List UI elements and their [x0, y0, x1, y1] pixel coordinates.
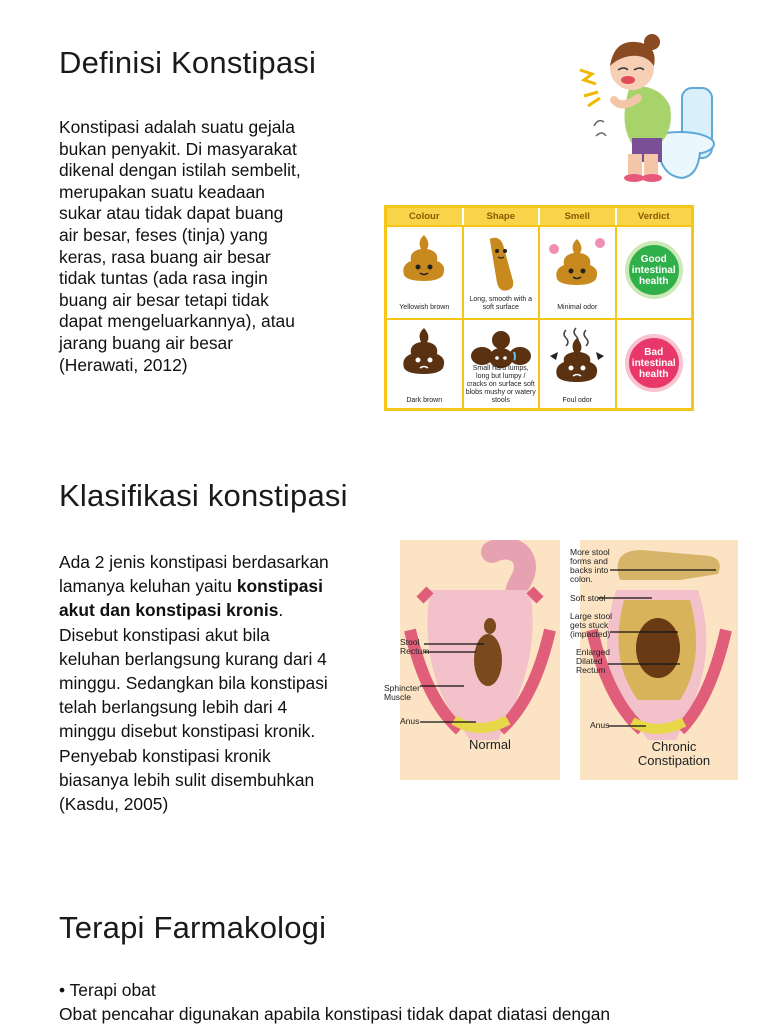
caption-colour-good: Yellowish brown [399, 304, 450, 311]
lumpy-stool-icon [468, 326, 534, 370]
cell-smell-bad [538, 320, 615, 411]
caption-smell-bad: Foul odor [562, 397, 593, 404]
slide-definisi [0, 0, 768, 430]
cell-colour-good [387, 227, 462, 318]
cell-shape-bad [462, 320, 539, 411]
label-chronic-constipation: Chronic Constipation [637, 739, 711, 768]
therapy-paragraph: Obat pencahar digunakan apabila konstipasi tidak dapat diatasi dengan [59, 1004, 611, 1024]
cell-verdict-good [615, 227, 692, 318]
chart-row-good [387, 225, 691, 318]
bullet-text: Terapi obat [69, 980, 156, 1000]
label-large-stool: Large stool gets stuck (impacted) [570, 611, 613, 639]
label-soft-stool: Soft stool [570, 593, 606, 603]
label-anus-left: Anus [400, 716, 420, 726]
header-colour: Colour [408, 211, 440, 222]
cell-verdict-bad [615, 320, 692, 411]
yellow-stool-icon [399, 233, 449, 285]
rectum-anatomy-diagram [380, 540, 740, 780]
cell-colour-bad [387, 320, 462, 411]
caption-shape-bad: Small hard lumps, long but lumpy / cracks on surface soft blobs mushy or watery stools [465, 365, 536, 404]
caption-colour-bad: Dark brown [406, 397, 443, 404]
slide-title: Definisi Konstipasi [59, 45, 317, 80]
bullet-item [59, 980, 156, 1001]
smiling-stool-flowers-icon [544, 233, 610, 289]
classification-paragraph [59, 550, 379, 816]
slide-klasifikasi [0, 440, 768, 860]
caption-shape-good: Long, smooth with a soft surface [469, 296, 533, 311]
bullet-dot: • [59, 980, 70, 1000]
verdict-bad-badge: Bad intestinal health [625, 334, 683, 392]
constipation-cartoon-image [570, 26, 720, 186]
label-normal: Normal [469, 737, 511, 752]
smelly-stool-icon [544, 326, 610, 384]
stool-health-chart [384, 205, 694, 411]
chart-row-bad [387, 318, 691, 411]
label-stool-rectum: Stool Rectum [400, 637, 430, 656]
long-stool-icon [481, 233, 521, 293]
header-shape: Shape [462, 208, 539, 225]
slide-title: Klasifikasi konstipasi [59, 478, 348, 513]
caption-smell-good: Minimal odor [557, 304, 598, 311]
cell-shape-good [462, 227, 539, 318]
cell-smell-good [538, 227, 615, 318]
definition-paragraph: Konstipasi adalah suatu gejala bukan penyakit. Di masyarakat dikenal dengan istilah sembelit, merupakan suatu keadaan sukar atau tidak dapat buang air besar, feses (tinja) yang keras, rasa buang air besar tidak tuntas (ada rasa ingin buang air besar tetapi tidak dapat mengeluarkannya), atau jarang buang air besar (Herawati, 2012) [59, 117, 301, 375]
header-verdict: Verdict [615, 208, 692, 225]
header-smell: Smell [538, 208, 615, 225]
label-more-stool: More stool forms and backs into colon. [570, 547, 610, 584]
slide-title: Terapi Farmakologi [59, 910, 327, 945]
chart-header-row [387, 208, 691, 225]
label-enlarged-rectum: Enlarged Dilated Rectum [576, 647, 611, 675]
dark-stool-icon [399, 326, 449, 378]
slide-terapi [0, 880, 768, 1024]
paragraph-bold-types: konstipasi akut dan konstipasi kronis [59, 576, 323, 621]
paragraph-text-start: Ada 2 jenis konstipasi berdasarkan lamanya keluhan yaitu [59, 552, 329, 597]
paragraph-text-end: . Disebut konstipasi akut bila keluhan berlangsung kurang dari 4 minggu. Sedangkan bila konstipasi telah berlangsung lebih dari 4 minggu disebut konstipasi kronik. Penyebab konstipasi kronik biasanya lebih sulit disembuhkan (Kasdu, 2005) [59, 600, 328, 815]
label-sphincter-muscle: Sphincter Muscle [384, 683, 420, 702]
verdict-good-badge: Good intestinal health [625, 241, 683, 299]
label-anus-right: Anus [590, 720, 610, 730]
